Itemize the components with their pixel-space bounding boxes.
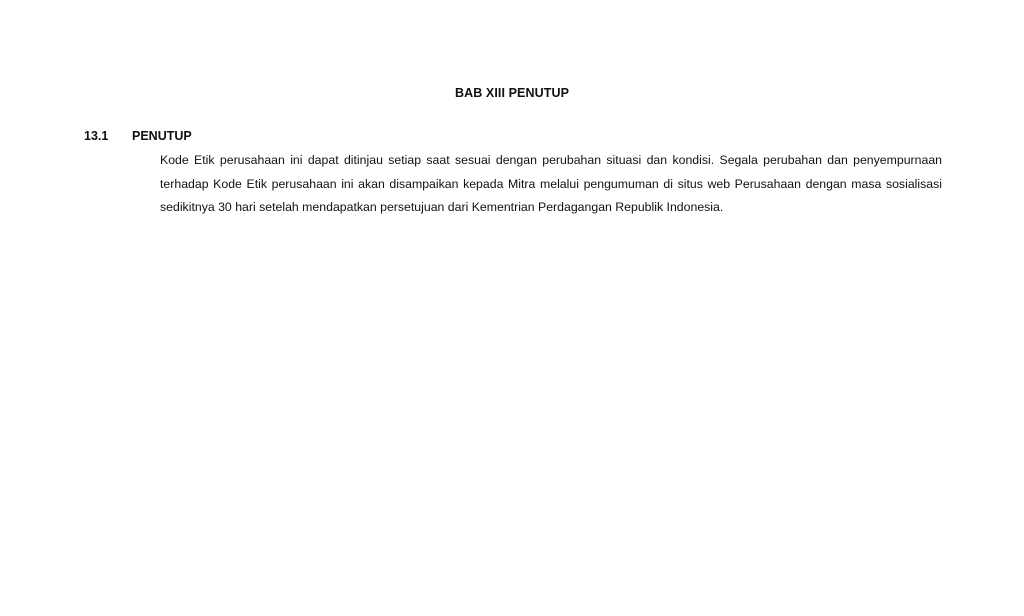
chapter-title: BAB XIII PENUTUP — [454, 86, 570, 100]
section-number: 13.1 — [84, 129, 109, 143]
section-heading — [84, 129, 192, 143]
section-title: PENUTUP — [132, 129, 192, 143]
section-paragraph: Kode Etik perusahaan ini dapat ditinjau setiap saat sesuai dengan perubahan situasi dan kondisi. Segala perubahan dan penyempurnaan terhadap Kode Etik perusahaan ini akan disampaikan kepada Mitra melalui pengumuman di situs web Perusahaan dengan masa sosialisasi sedikitnya 30 hari setelah mendapatkan persetujuan dari Kementrian Perdagangan Republik Indonesia. — [160, 153, 942, 214]
